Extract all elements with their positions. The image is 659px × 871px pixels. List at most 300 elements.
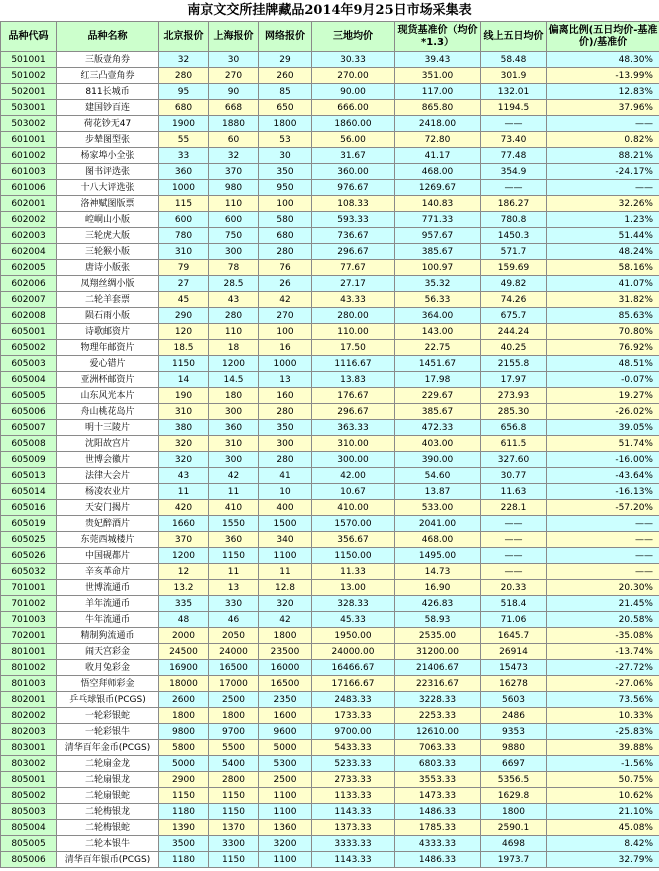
cell-5day: 6697 bbox=[481, 756, 547, 772]
cell-code: 803001 bbox=[1, 740, 57, 756]
table-row bbox=[1, 740, 659, 756]
cell-online: 5300 bbox=[259, 756, 312, 772]
table-row bbox=[1, 820, 659, 836]
cell-deviation: 88.21% bbox=[547, 148, 659, 164]
cell-name: 清华百年银币(PCGS) bbox=[57, 852, 159, 868]
cell-deviation: -13.99% bbox=[547, 68, 659, 84]
table-row bbox=[1, 404, 659, 420]
cell-online: 280 bbox=[259, 452, 312, 468]
cell-avg: 328.33 bbox=[312, 596, 395, 612]
cell-avg: 2483.33 bbox=[312, 692, 395, 708]
cell-base: 472.33 bbox=[395, 420, 481, 436]
cell-code: 605004 bbox=[1, 372, 57, 388]
cell-online: 2500 bbox=[259, 772, 312, 788]
cell-5day: 611.5 bbox=[481, 436, 547, 452]
cell-beijing: 780 bbox=[159, 228, 209, 244]
cell-online: 42 bbox=[259, 292, 312, 308]
cell-beijing: 1000 bbox=[159, 180, 209, 196]
cell-code: 601002 bbox=[1, 148, 57, 164]
cell-5day: 285.30 bbox=[481, 404, 547, 420]
table-row bbox=[1, 340, 659, 356]
cell-code: 605005 bbox=[1, 388, 57, 404]
cell-online: 16000 bbox=[259, 660, 312, 676]
cell-avg: 310.00 bbox=[312, 436, 395, 452]
cell-name: 三轮猴小版 bbox=[57, 244, 159, 260]
cell-avg: 363.33 bbox=[312, 420, 395, 436]
cell-deviation: 48.30% bbox=[547, 52, 659, 68]
cell-shanghai: 32 bbox=[209, 148, 259, 164]
table-row bbox=[1, 628, 659, 644]
table-row bbox=[1, 548, 659, 564]
cell-name: 唐诗小版张 bbox=[57, 260, 159, 276]
cell-online: 400 bbox=[259, 500, 312, 516]
cell-5day: 228.1 bbox=[481, 500, 547, 516]
cell-base: 385.67 bbox=[395, 404, 481, 420]
cell-deviation: 32.26% bbox=[547, 196, 659, 212]
cell-5day: 73.40 bbox=[481, 132, 547, 148]
cell-name: 世博会徽片 bbox=[57, 452, 159, 468]
cell-online: 100 bbox=[259, 324, 312, 340]
cell-beijing: 420 bbox=[159, 500, 209, 516]
cell-avg: 42.00 bbox=[312, 468, 395, 484]
cell-base: 22.75 bbox=[395, 340, 481, 356]
cell-5day: 1194.5 bbox=[481, 100, 547, 116]
cell-code: 605003 bbox=[1, 356, 57, 372]
cell-avg: 90.00 bbox=[312, 84, 395, 100]
cell-shanghai: 1550 bbox=[209, 516, 259, 532]
cell-beijing: 1150 bbox=[159, 356, 209, 372]
cell-base: 533.00 bbox=[395, 500, 481, 516]
cell-online: 1600 bbox=[259, 708, 312, 724]
cell-beijing: 370 bbox=[159, 532, 209, 548]
table-row bbox=[1, 100, 659, 116]
cell-5day: 5603 bbox=[481, 692, 547, 708]
cell-online: 16500 bbox=[259, 676, 312, 692]
cell-avg: 280.00 bbox=[312, 308, 395, 324]
cell-online: 1500 bbox=[259, 516, 312, 532]
cell-shanghai: 78 bbox=[209, 260, 259, 276]
table-row bbox=[1, 532, 659, 548]
cell-shanghai: 2050 bbox=[209, 628, 259, 644]
table-row bbox=[1, 836, 659, 852]
cell-deviation: 10.33% bbox=[547, 708, 659, 724]
cell-name: 精制狗流通币 bbox=[57, 628, 159, 644]
cell-deviation: 48.51% bbox=[547, 356, 659, 372]
cell-5day: 2486 bbox=[481, 708, 547, 724]
cell-beijing: 13.2 bbox=[159, 580, 209, 596]
cell-shanghai: 30 bbox=[209, 52, 259, 68]
cell-base: 140.83 bbox=[395, 196, 481, 212]
cell-deviation: 73.56% bbox=[547, 692, 659, 708]
cell-shanghai: 370 bbox=[209, 164, 259, 180]
cell-base: 1451.67 bbox=[395, 356, 481, 372]
cell-deviation: 58.16% bbox=[547, 260, 659, 276]
cell-shanghai: 300 bbox=[209, 244, 259, 260]
cell-name: 物理年邮资片 bbox=[57, 340, 159, 356]
cell-name: 洛神赋图版票 bbox=[57, 196, 159, 212]
cell-name: 诗歌邮资片 bbox=[57, 324, 159, 340]
cell-avg: 296.67 bbox=[312, 244, 395, 260]
cell-shanghai: 180 bbox=[209, 388, 259, 404]
cell-beijing: 1180 bbox=[159, 804, 209, 820]
cell-shanghai: 600 bbox=[209, 212, 259, 228]
cell-code: 802002 bbox=[1, 708, 57, 724]
cell-avg: 5233.33 bbox=[312, 756, 395, 772]
cell-code: 602005 bbox=[1, 260, 57, 276]
cell-base: 6803.33 bbox=[395, 756, 481, 772]
cell-base: 39.43 bbox=[395, 52, 481, 68]
cell-base: 4333.33 bbox=[395, 836, 481, 852]
cell-name: 天安门揭片 bbox=[57, 500, 159, 516]
cell-beijing: 55 bbox=[159, 132, 209, 148]
cell-base: 14.73 bbox=[395, 564, 481, 580]
cell-deviation: -0.07% bbox=[547, 372, 659, 388]
cell-avg: 356.67 bbox=[312, 532, 395, 548]
cell-code: 601006 bbox=[1, 180, 57, 196]
cell-base: 2041.00 bbox=[395, 516, 481, 532]
cell-avg: 666.00 bbox=[312, 100, 395, 116]
cell-base: 468.00 bbox=[395, 532, 481, 548]
cell-base: 21406.67 bbox=[395, 660, 481, 676]
table-row bbox=[1, 180, 659, 196]
cell-beijing: 18.5 bbox=[159, 340, 209, 356]
cell-online: 5000 bbox=[259, 740, 312, 756]
cell-online: 1000 bbox=[259, 356, 312, 372]
cell-name: 崆峒山小版 bbox=[57, 212, 159, 228]
table-row bbox=[1, 500, 659, 516]
cell-5day: 40.25 bbox=[481, 340, 547, 356]
cell-online: 16 bbox=[259, 340, 312, 356]
cell-5day: 1973.7 bbox=[481, 852, 547, 868]
cell-code: 605016 bbox=[1, 500, 57, 516]
cell-base: 3553.33 bbox=[395, 772, 481, 788]
table-row bbox=[1, 564, 659, 580]
cell-deviation: -27.06% bbox=[547, 676, 659, 692]
cell-name: 中国砚都片 bbox=[57, 548, 159, 564]
cell-base: 12610.00 bbox=[395, 724, 481, 740]
cell-online: 11 bbox=[259, 564, 312, 580]
cell-avg: 31.67 bbox=[312, 148, 395, 164]
cell-code: 605032 bbox=[1, 564, 57, 580]
cell-online: 1100 bbox=[259, 804, 312, 820]
table-row bbox=[1, 228, 659, 244]
cell-deviation: 8.42% bbox=[547, 836, 659, 852]
cell-code: 801003 bbox=[1, 676, 57, 692]
cell-deviation: 39.05% bbox=[547, 420, 659, 436]
cell-5day: 1629.8 bbox=[481, 788, 547, 804]
cell-beijing: 14 bbox=[159, 372, 209, 388]
cell-deviation: —— bbox=[547, 180, 659, 196]
cell-beijing: 5800 bbox=[159, 740, 209, 756]
cell-shanghai: 13 bbox=[209, 580, 259, 596]
cell-online: 350 bbox=[259, 164, 312, 180]
cell-name: 811长城币 bbox=[57, 84, 159, 100]
cell-deviation: 50.75% bbox=[547, 772, 659, 788]
cell-avg: 56.00 bbox=[312, 132, 395, 148]
cell-code: 501002 bbox=[1, 68, 57, 84]
cell-name: 沈阳故宫片 bbox=[57, 436, 159, 452]
cell-avg: 1133.33 bbox=[312, 788, 395, 804]
cell-name: 亚洲杯邮资片 bbox=[57, 372, 159, 388]
cell-deviation: 37.96% bbox=[547, 100, 659, 116]
cell-code: 702001 bbox=[1, 628, 57, 644]
cell-name: 二轮梅银蛇 bbox=[57, 820, 159, 836]
cell-code: 805005 bbox=[1, 836, 57, 852]
cell-avg: 1150.00 bbox=[312, 548, 395, 564]
cell-name: 爱心错片 bbox=[57, 356, 159, 372]
cell-beijing: 1390 bbox=[159, 820, 209, 836]
cell-avg: 5433.33 bbox=[312, 740, 395, 756]
cell-avg: 410.00 bbox=[312, 500, 395, 516]
cell-name: 山东风光本片 bbox=[57, 388, 159, 404]
cell-avg: 1373.33 bbox=[312, 820, 395, 836]
header-row bbox=[1, 22, 659, 52]
cell-avg: 1143.33 bbox=[312, 852, 395, 868]
cell-shanghai: 1370 bbox=[209, 820, 259, 836]
cell-shanghai: 980 bbox=[209, 180, 259, 196]
cell-deviation: 41.07% bbox=[547, 276, 659, 292]
cell-deviation: —— bbox=[547, 548, 659, 564]
cell-deviation: -16.00% bbox=[547, 452, 659, 468]
table-row bbox=[1, 724, 659, 740]
cell-name: 世博流通币 bbox=[57, 580, 159, 596]
cell-beijing: 2900 bbox=[159, 772, 209, 788]
cell-base: 13.87 bbox=[395, 484, 481, 500]
cell-beijing: 1200 bbox=[159, 548, 209, 564]
cell-deviation: 51.44% bbox=[547, 228, 659, 244]
cell-beijing: 190 bbox=[159, 388, 209, 404]
cell-beijing: 600 bbox=[159, 212, 209, 228]
cell-name: 舟山桃花岛片 bbox=[57, 404, 159, 420]
cell-name: 二轮扇银龙 bbox=[57, 772, 159, 788]
table-row bbox=[1, 852, 659, 868]
cell-online: 29 bbox=[259, 52, 312, 68]
cell-base: 143.00 bbox=[395, 324, 481, 340]
cell-base: 1486.33 bbox=[395, 804, 481, 820]
table-row bbox=[1, 772, 659, 788]
cell-name: 建国钞百连 bbox=[57, 100, 159, 116]
cell-avg: 300.00 bbox=[312, 452, 395, 468]
cell-beijing: 360 bbox=[159, 164, 209, 180]
cell-deviation: 76.92% bbox=[547, 340, 659, 356]
cell-online: 1100 bbox=[259, 548, 312, 564]
cell-5day: 273.93 bbox=[481, 388, 547, 404]
cell-base: 117.00 bbox=[395, 84, 481, 100]
cell-online: 270 bbox=[259, 308, 312, 324]
cell-deviation: 32.79% bbox=[547, 852, 659, 868]
cell-code: 601003 bbox=[1, 164, 57, 180]
cell-base: 364.00 bbox=[395, 308, 481, 324]
cell-name: 杨家埠小全张 bbox=[57, 148, 159, 164]
cell-code: 805004 bbox=[1, 820, 57, 836]
cell-beijing: 12 bbox=[159, 564, 209, 580]
table-row bbox=[1, 420, 659, 436]
cell-online: 280 bbox=[259, 404, 312, 420]
cell-deviation: -35.08% bbox=[547, 628, 659, 644]
cell-beijing: 115 bbox=[159, 196, 209, 212]
table-row bbox=[1, 756, 659, 772]
cell-online: 9600 bbox=[259, 724, 312, 740]
cell-deviation: 19.27% bbox=[547, 388, 659, 404]
cell-beijing: 27 bbox=[159, 276, 209, 292]
cell-online: 160 bbox=[259, 388, 312, 404]
cell-avg: 1143.33 bbox=[312, 804, 395, 820]
cell-5day: 1450.3 bbox=[481, 228, 547, 244]
cell-shanghai: 110 bbox=[209, 196, 259, 212]
cell-base: 385.67 bbox=[395, 244, 481, 260]
cell-code: 805002 bbox=[1, 788, 57, 804]
cell-avg: 360.00 bbox=[312, 164, 395, 180]
cell-code: 605013 bbox=[1, 468, 57, 484]
cell-deviation: 85.63% bbox=[547, 308, 659, 324]
cell-5day: 1800 bbox=[481, 804, 547, 820]
cell-shanghai: 9700 bbox=[209, 724, 259, 740]
table-row bbox=[1, 692, 659, 708]
cell-online: 76 bbox=[259, 260, 312, 276]
cell-base: 426.83 bbox=[395, 596, 481, 612]
col-header-shanghai: 上海报价 bbox=[209, 22, 259, 52]
cell-code: 501001 bbox=[1, 52, 57, 68]
cell-code: 605006 bbox=[1, 404, 57, 420]
cell-base: 31200.00 bbox=[395, 644, 481, 660]
cell-code: 802001 bbox=[1, 692, 57, 708]
cell-shanghai: 310 bbox=[209, 436, 259, 452]
cell-5day: 15473 bbox=[481, 660, 547, 676]
cell-beijing: 1660 bbox=[159, 516, 209, 532]
table-row bbox=[1, 196, 659, 212]
cell-5day: 9880 bbox=[481, 740, 547, 756]
cell-avg: 3333.33 bbox=[312, 836, 395, 852]
table-row bbox=[1, 468, 659, 484]
cell-base: 403.00 bbox=[395, 436, 481, 452]
col-header-code: 品种代码 bbox=[1, 22, 57, 52]
cell-code: 701001 bbox=[1, 580, 57, 596]
cell-code: 701003 bbox=[1, 612, 57, 628]
cell-deviation: 45.08% bbox=[547, 820, 659, 836]
cell-beijing: 9800 bbox=[159, 724, 209, 740]
cell-online: 680 bbox=[259, 228, 312, 244]
cell-base: 16.90 bbox=[395, 580, 481, 596]
cell-shanghai: 1800 bbox=[209, 708, 259, 724]
cell-shanghai: 5400 bbox=[209, 756, 259, 772]
cell-online: 13 bbox=[259, 372, 312, 388]
cell-shanghai: 3300 bbox=[209, 836, 259, 852]
cell-base: 54.60 bbox=[395, 468, 481, 484]
cell-base: 41.17 bbox=[395, 148, 481, 164]
cell-beijing: 43 bbox=[159, 468, 209, 484]
cell-base: 35.32 bbox=[395, 276, 481, 292]
cell-deviation: 1.23% bbox=[547, 212, 659, 228]
cell-code: 602002 bbox=[1, 212, 57, 228]
cell-online: 300 bbox=[259, 436, 312, 452]
cell-deviation: 48.24% bbox=[547, 244, 659, 260]
cell-name: 步辇图型张 bbox=[57, 132, 159, 148]
table-row bbox=[1, 356, 659, 372]
col-header-5day: 线上五日均价 bbox=[481, 22, 547, 52]
cell-online: 320 bbox=[259, 596, 312, 612]
cell-beijing: 11 bbox=[159, 484, 209, 500]
cell-online: 950 bbox=[259, 180, 312, 196]
cell-avg: 108.33 bbox=[312, 196, 395, 212]
table-row bbox=[1, 52, 659, 68]
cell-deviation: -24.17% bbox=[547, 164, 659, 180]
cell-code: 701002 bbox=[1, 596, 57, 612]
cell-deviation: 70.80% bbox=[547, 324, 659, 340]
cell-name: 一轮彩银牛 bbox=[57, 724, 159, 740]
cell-name: 清华百年金币(PCGS) bbox=[57, 740, 159, 756]
table-row bbox=[1, 484, 659, 500]
cell-base: 229.67 bbox=[395, 388, 481, 404]
cell-beijing: 2600 bbox=[159, 692, 209, 708]
cell-shanghai: 280 bbox=[209, 308, 259, 324]
cell-code: 602006 bbox=[1, 276, 57, 292]
cell-avg: 77.67 bbox=[312, 260, 395, 276]
cell-code: 602008 bbox=[1, 308, 57, 324]
cell-deviation: 39.88% bbox=[547, 740, 659, 756]
cell-code: 605014 bbox=[1, 484, 57, 500]
cell-avg: 30.33 bbox=[312, 52, 395, 68]
cell-online: 41 bbox=[259, 468, 312, 484]
cell-base: 957.67 bbox=[395, 228, 481, 244]
cell-online: 10 bbox=[259, 484, 312, 500]
cell-5day: 675.7 bbox=[481, 308, 547, 324]
cell-shanghai: 24000 bbox=[209, 644, 259, 660]
table-row bbox=[1, 148, 659, 164]
cell-name: 荷花钞无47 bbox=[57, 116, 159, 132]
cell-avg: 16466.67 bbox=[312, 660, 395, 676]
cell-shanghai: 360 bbox=[209, 532, 259, 548]
table-row bbox=[1, 324, 659, 340]
cell-5day: —— bbox=[481, 564, 547, 580]
cell-avg: 24000.00 bbox=[312, 644, 395, 660]
cell-beijing: 310 bbox=[159, 244, 209, 260]
cell-name: 三轮虎大版 bbox=[57, 228, 159, 244]
cell-base: 2535.00 bbox=[395, 628, 481, 644]
cell-5day: 20.33 bbox=[481, 580, 547, 596]
col-header-base: 现货基准价（均价*1.3） bbox=[395, 22, 481, 52]
cell-online: 53 bbox=[259, 132, 312, 148]
cell-beijing: 280 bbox=[159, 68, 209, 84]
cell-name: 明十三陵片 bbox=[57, 420, 159, 436]
cell-shanghai: 18 bbox=[209, 340, 259, 356]
cell-avg: 43.33 bbox=[312, 292, 395, 308]
cell-5day: 30.77 bbox=[481, 468, 547, 484]
cell-online: 580 bbox=[259, 212, 312, 228]
cell-online: 3200 bbox=[259, 836, 312, 852]
cell-code: 605025 bbox=[1, 532, 57, 548]
sheet-title: 南京文交所挂牌藏品2014年9月25日市场采集表 bbox=[187, 3, 472, 18]
cell-beijing: 2000 bbox=[159, 628, 209, 644]
cell-online: 1800 bbox=[259, 116, 312, 132]
cell-base: 1486.33 bbox=[395, 852, 481, 868]
cell-online: 85 bbox=[259, 84, 312, 100]
cell-shanghai: 43 bbox=[209, 292, 259, 308]
col-header-deviation: 偏离比例(五日均价-基准价)/基准价 bbox=[547, 22, 659, 52]
cell-5day: —— bbox=[481, 532, 547, 548]
cell-name: 乒乓球银币(PCGS) bbox=[57, 692, 159, 708]
cell-online: 1360 bbox=[259, 820, 312, 836]
cell-5day: 9353 bbox=[481, 724, 547, 740]
cell-deviation: -27.72% bbox=[547, 660, 659, 676]
cell-deviation: -57.20% bbox=[547, 500, 659, 516]
cell-beijing: 16900 bbox=[159, 660, 209, 676]
cell-base: 2418.00 bbox=[395, 116, 481, 132]
cell-deviation: 51.74% bbox=[547, 436, 659, 452]
table-row bbox=[1, 452, 659, 468]
cell-shanghai: 1150 bbox=[209, 788, 259, 804]
cell-avg: 593.33 bbox=[312, 212, 395, 228]
cell-code: 605002 bbox=[1, 340, 57, 356]
